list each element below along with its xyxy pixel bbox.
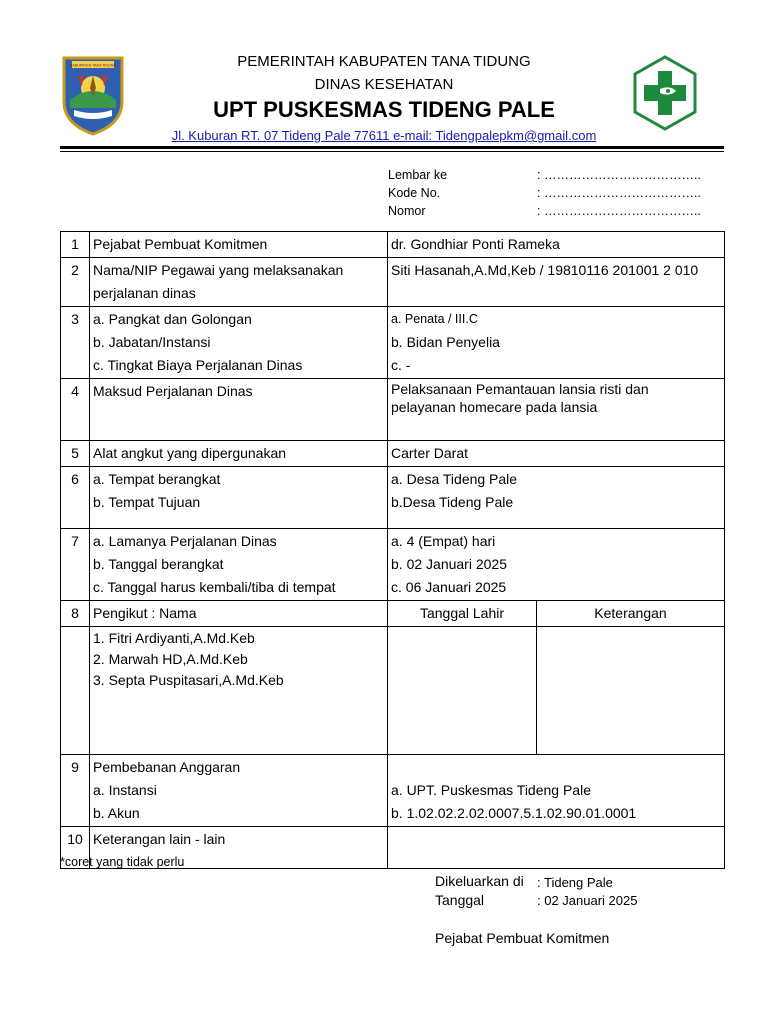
column-header-birthdate: Tanggal Lahir (388, 601, 537, 627)
table-row (61, 467, 725, 529)
list-item: 2. Marwah HD,A.Md.Keb (93, 651, 248, 667)
row-value: Carter Darat (388, 441, 725, 467)
sub-value-b: b. 02 Januari 2025 (391, 556, 507, 572)
row-number: 9 (61, 755, 90, 827)
table-row (61, 627, 725, 755)
department-title: DINAS KESEHATAN (314, 76, 454, 93)
travel-order-table (60, 231, 725, 869)
row-label: Alat angkut yang dipergunakan (90, 441, 388, 467)
row-value: dr. Gondhiar Ponti Rameka (388, 232, 725, 258)
sub-value-a: a. Penata / III.C (391, 312, 478, 326)
sub-value-b: b.Desa Tideng Pale (391, 494, 514, 510)
row-number: 10 (61, 827, 90, 869)
followers-birthdate-cell (388, 627, 537, 755)
header-rule-thick (60, 146, 724, 149)
row-label (90, 307, 388, 379)
row-label-line: Nama/NIP Pegawai yang melaksanakan (93, 262, 344, 278)
row-label: Keterangan lain - lain (90, 827, 388, 869)
table-row (61, 441, 725, 467)
row-label (90, 258, 388, 307)
row-value-line: pelayanan homecare pada lansia (391, 399, 598, 415)
sub-label-b: b. Tempat Tujuan (93, 494, 201, 510)
list-item: 1. Fitri Ardiyanti,A.Md.Keb (93, 630, 255, 646)
sub-label-a: a. Instansi (93, 782, 157, 798)
row-value (388, 467, 725, 529)
meta-label-kode: Kode No. (388, 186, 441, 200)
issued-date-label: Tanggal (435, 892, 485, 908)
row-label: Maksud Perjalanan Dinas (90, 379, 388, 441)
issued-place-label: Dikeluarkan di (435, 873, 524, 889)
row-value (388, 307, 725, 379)
sub-value-b: b. 1.02.02.2.02.0007.5.1.02.90.01.0001 (391, 805, 637, 821)
institution-title: UPT PUSKESMAS TIDENG PALE (213, 97, 555, 122)
sub-label-b: b. Tanggal berangkat (93, 556, 224, 572)
row-label-line: perjalanan dinas (93, 285, 196, 301)
row-number: 4 (61, 379, 90, 441)
meta-label-lembar: Lembar ke (388, 168, 448, 182)
issued-place-value: : Tideng Pale (537, 875, 613, 890)
crest-ribbon-text: KABUPATEN TANA TIDUNG (70, 63, 116, 68)
header-rule-thin (60, 151, 724, 152)
table-row (61, 232, 725, 258)
sub-label-title: Pembebanan Anggaran (93, 759, 241, 775)
row-value (388, 529, 725, 601)
meta-value-nomor: : ……………………………….. (537, 204, 701, 218)
row-value (388, 379, 725, 441)
government-title: PEMERINTAH KABUPATEN TANA TIDUNG (237, 53, 531, 70)
signatory-title: Pejabat Pembuat Komitmen (435, 930, 610, 946)
row-number-empty (61, 627, 90, 755)
sub-label-c: c. Tanggal harus kembali/tiba di tempat (93, 579, 336, 595)
sub-value-a: a. UPT. Puskesmas Tideng Pale (391, 782, 591, 798)
row-label (90, 755, 388, 827)
row-label (90, 529, 388, 601)
table-row (61, 307, 725, 379)
table-row (61, 258, 725, 307)
sub-label-b: b. Akun (93, 805, 140, 821)
row-number: 8 (61, 601, 90, 627)
sub-label-b: b. Jabatan/Instansi (93, 334, 211, 350)
sub-label-a: a. Pangkat dan Golongan (93, 311, 252, 327)
row-label: Pengikut : Nama (90, 601, 388, 627)
row-label (90, 467, 388, 529)
sub-value-c: c. - (391, 357, 411, 373)
sub-label-a: a. Tempat berangkat (93, 471, 221, 487)
sub-value-b: b. Bidan Penyelia (391, 334, 500, 350)
meta-label-nomor: Nomor (388, 204, 426, 218)
sub-value-a: a. 4 (Empat) hari (391, 533, 496, 549)
row-number: 5 (61, 441, 90, 467)
sub-value-c: c. 06 Januari 2025 (391, 579, 507, 595)
list-item: 3. Septa Puspitasari,A.Md.Keb (93, 672, 284, 688)
row-number: 6 (61, 467, 90, 529)
row-number: 3 (61, 307, 90, 379)
sub-value-spacer (391, 756, 721, 779)
table-row (61, 529, 725, 601)
column-header-remarks: Keterangan (537, 601, 725, 627)
row-value (388, 755, 725, 827)
meta-value-lembar: : ……………………………….. (537, 168, 701, 182)
sub-value-a: a. Desa Tideng Pale (391, 471, 518, 487)
address-line[interactable]: Jl. Kuburan RT. 07 Tideng Pale 77611 e-mail: Tidengpalepkm@gmail.com (171, 128, 597, 143)
sub-label-c: c. Tingkat Biaya Perjalanan Dinas (93, 357, 303, 373)
row-label: Pejabat Pembuat Komitmen (90, 232, 388, 258)
row-number: 2 (61, 258, 90, 307)
followers-remarks-cell (537, 627, 725, 755)
issued-date-value: : 02 Januari 2025 (537, 893, 638, 908)
table-row (61, 755, 725, 827)
followers-list (90, 627, 388, 755)
table-row (61, 601, 725, 627)
row-value: Siti Hasanah,A.Md,Keb / 19810116 201001 2 010 (388, 258, 725, 307)
table-row (61, 379, 725, 441)
row-number: 7 (61, 529, 90, 601)
row-value (388, 827, 725, 869)
row-value-line: Pelaksanaan Pemantauan lansia risti dan (391, 381, 649, 397)
sub-label-a: a. Lamanya Perjalanan Dinas (93, 533, 277, 549)
row-number: 1 (61, 232, 90, 258)
meta-value-kode: : ……………………………….. (537, 186, 701, 200)
footnote: *coret yang tidak perlu (60, 855, 185, 869)
